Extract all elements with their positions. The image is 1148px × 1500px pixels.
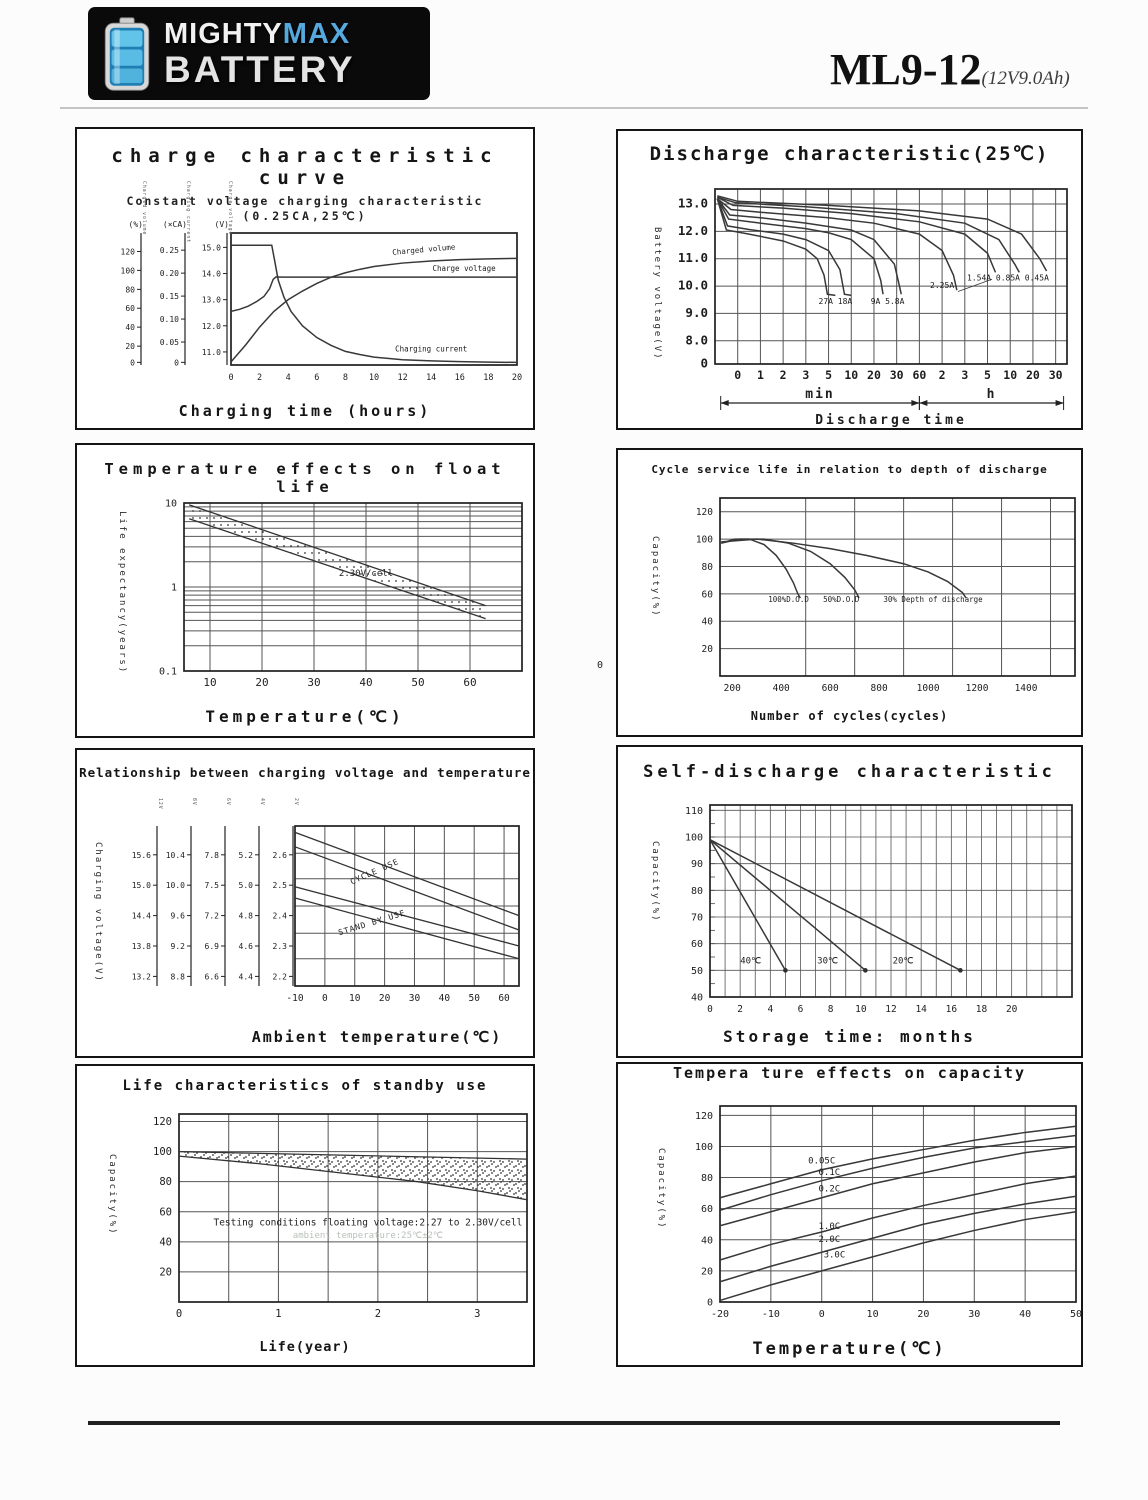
svg-text:11.0: 11.0: [201, 347, 221, 357]
svg-text:15.6: 15.6: [131, 850, 151, 860]
svg-text:20: 20: [255, 676, 269, 689]
stray-zero-label: 0: [597, 660, 604, 671]
svg-text:Charging current: Charging current: [185, 181, 190, 244]
svg-text:0: 0: [734, 368, 742, 382]
svg-text:40: 40: [159, 1236, 172, 1249]
svg-text:3.0C: 3.0C: [823, 1250, 846, 1261]
svg-text:2: 2: [257, 373, 263, 383]
svg-text:9.0: 9.0: [685, 304, 708, 320]
svg-text:0: 0: [700, 355, 708, 371]
charge-characteristic-chart: [79, 169, 531, 397]
svg-text:20: 20: [867, 368, 881, 382]
svg-text:0: 0: [175, 1308, 183, 1320]
svg-text:27A 18A: 27A 18A: [818, 296, 853, 306]
svg-text:40: 40: [125, 323, 135, 333]
svg-text:60: 60: [463, 676, 477, 689]
svg-text:200: 200: [723, 683, 741, 694]
svg-text:9A 5.8A: 9A 5.8A: [870, 296, 905, 306]
svg-text:-10: -10: [286, 993, 304, 1004]
svg-text:60: 60: [125, 304, 135, 314]
header-divider: [60, 107, 1088, 109]
svg-text:4V: 4V: [259, 798, 264, 806]
svg-text:2.4: 2.4: [272, 911, 287, 921]
svg-text:18: 18: [975, 1004, 988, 1015]
svg-text:30% Depth of discharge: 30% Depth of discharge: [883, 595, 983, 605]
chart-title: Life characteristics of standby use: [122, 1078, 488, 1094]
chart-title: Tempera ture effects on capacity: [673, 1064, 1026, 1082]
chart-panel-standby-life: [75, 1064, 535, 1367]
brand-line2: BATTERY: [164, 48, 356, 90]
x-axis-label: Charging time (hours): [178, 402, 432, 420]
svg-text:8: 8: [827, 1004, 834, 1015]
x-axis-label: Temperature(℃): [205, 707, 405, 726]
svg-text:-20: -20: [710, 1309, 730, 1320]
svg-text:8: 8: [342, 373, 348, 383]
model-title: [830, 44, 1070, 95]
svg-text:10: 10: [349, 993, 361, 1004]
svg-text:50: 50: [1069, 1309, 1083, 1320]
svg-text:8.0: 8.0: [685, 332, 708, 348]
svg-text:60: 60: [701, 589, 713, 601]
svg-text:0: 0: [706, 1297, 713, 1309]
chart-title: Cycle service life in relation to depth of discharge: [651, 463, 1048, 476]
svg-text:80: 80: [125, 285, 135, 295]
svg-text:120: 120: [120, 247, 135, 257]
svg-text:50%D.O.D: 50%D.O.D: [823, 595, 860, 605]
svg-text:0.2C: 0.2C: [818, 1184, 841, 1195]
battery-icon: [98, 12, 156, 96]
svg-text:13.0: 13.0: [201, 295, 221, 305]
svg-text:0: 0: [130, 358, 135, 368]
svg-text:4.4: 4.4: [238, 972, 253, 982]
svg-text:10: 10: [1003, 368, 1018, 382]
svg-text:10: 10: [368, 373, 380, 383]
y-axis-label: Capacity(%): [650, 841, 660, 923]
svg-text:20: 20: [125, 342, 135, 352]
svg-text:120: 120: [153, 1116, 172, 1129]
svg-text:3: 3: [802, 368, 810, 382]
svg-text:15.0: 15.0: [131, 881, 151, 891]
svg-text:14: 14: [426, 373, 437, 383]
temperature-capacity-chart: [620, 1090, 1083, 1336]
svg-text:50: 50: [468, 993, 480, 1004]
svg-text:-10: -10: [761, 1309, 780, 1320]
svg-text:20: 20: [378, 993, 391, 1004]
chart-panel-temperature-capacity: [616, 1062, 1083, 1367]
svg-text:60: 60: [700, 1204, 713, 1216]
svg-text:16: 16: [454, 373, 465, 383]
svg-text:CYCLE USE: CYCLE USE: [348, 856, 401, 887]
svg-text:2V: 2V: [293, 798, 298, 806]
chart-panel-discharge-characteristic: [616, 129, 1083, 430]
chart-subtitle-conditions: (0.25CA,25℃): [242, 209, 368, 223]
svg-text:13.2: 13.2: [131, 972, 151, 982]
svg-text:800: 800: [870, 683, 888, 694]
svg-text:2.30V/cell: 2.30V/cell: [338, 569, 394, 580]
svg-text:30: 30: [968, 1309, 981, 1320]
svg-text:0: 0: [174, 358, 179, 368]
svg-text:120: 120: [694, 1110, 713, 1122]
svg-text:10: 10: [844, 368, 859, 382]
svg-text:600: 600: [821, 683, 839, 694]
svg-text:13.0: 13.0: [677, 195, 708, 211]
svg-text:7.8: 7.8: [204, 850, 219, 860]
chart-title: Relationship between charging voltage and temperature: [79, 765, 531, 780]
self-discharge-chart: [620, 795, 1083, 1025]
svg-text:90: 90: [690, 859, 703, 871]
svg-text:7.5: 7.5: [204, 881, 219, 891]
chart-title: Temperature effects on float life: [104, 460, 506, 496]
svg-text:20: 20: [159, 1266, 172, 1279]
svg-text:20: 20: [1026, 368, 1040, 382]
svg-text:8V: 8V: [191, 798, 196, 806]
svg-text:5: 5: [825, 368, 833, 382]
svg-text:12V: 12V: [157, 798, 162, 810]
svg-text:18: 18: [483, 373, 494, 383]
x-axis-label: Storage time: months: [723, 1027, 976, 1046]
svg-text:50: 50: [411, 676, 425, 689]
svg-text:0.05: 0.05: [159, 338, 179, 348]
svg-text:20: 20: [700, 1266, 713, 1278]
svg-text:11.0: 11.0: [677, 250, 708, 266]
brand-mighty: MIGHTY: [164, 17, 283, 50]
svg-text:Discharge time: Discharge time: [815, 413, 967, 427]
svg-text:12.0: 12.0: [201, 321, 221, 331]
svg-text:20: 20: [511, 373, 523, 383]
svg-text:Charging current: Charging current: [395, 344, 468, 354]
svg-text:10: 10: [203, 676, 217, 689]
svg-text:10: 10: [164, 498, 177, 510]
y-axis-label: Charging voltage(V): [93, 842, 103, 983]
svg-text:30℃: 30℃: [817, 956, 839, 967]
svg-text:4: 4: [285, 373, 291, 383]
svg-text:100: 100: [695, 534, 713, 546]
svg-text:0: 0: [707, 1004, 713, 1015]
svg-text:5: 5: [984, 368, 991, 382]
y-axis-label: Life expectancy(years): [117, 511, 127, 675]
svg-text:Charged volume: Charged volume: [391, 242, 456, 257]
svg-text:ambient temperature:25℃±2℃: ambient temperature:25℃±2℃: [292, 1231, 444, 1242]
chart-subtitle: Constant voltage charging characteristic: [126, 194, 484, 208]
svg-text:20: 20: [701, 644, 713, 656]
svg-text:h: h: [986, 387, 997, 402]
svg-text:2.0C: 2.0C: [818, 1235, 841, 1246]
svg-text:10: 10: [866, 1309, 879, 1320]
svg-text:1: 1: [756, 368, 764, 382]
brand-logo: [88, 7, 430, 100]
svg-text:20: 20: [1005, 1004, 1018, 1015]
y-axis-label: Capacity(%): [650, 536, 660, 618]
svg-text:1.54A 0.85A 0.45A: 1.54A 0.85A 0.45A: [967, 273, 1049, 283]
footer-divider: [88, 1421, 1060, 1425]
cycle-service-life-chart: [620, 488, 1083, 703]
svg-text:1: 1: [275, 1308, 282, 1320]
svg-text:2: 2: [779, 368, 787, 382]
svg-text:6.6: 6.6: [204, 972, 219, 982]
float-life-chart: [79, 495, 535, 700]
svg-text:16: 16: [945, 1004, 958, 1015]
svg-text:2.5: 2.5: [272, 881, 287, 891]
svg-text:0.1C: 0.1C: [818, 1168, 841, 1179]
svg-text:100%D.O.D: 100%D.O.D: [768, 595, 809, 605]
svg-text:1400: 1400: [1014, 683, 1038, 694]
svg-text:12: 12: [397, 373, 408, 383]
svg-text:10.0: 10.0: [165, 881, 185, 891]
svg-text:0.20: 0.20: [159, 269, 179, 279]
svg-text:15.0: 15.0: [201, 243, 221, 253]
svg-text:2: 2: [374, 1308, 382, 1320]
svg-text:0: 0: [321, 993, 328, 1004]
svg-text:Charge voltage: Charge voltage: [227, 181, 232, 236]
svg-text:(%): (%): [128, 220, 143, 229]
svg-text:1: 1: [170, 582, 177, 594]
svg-text:(×CA): (×CA): [162, 220, 187, 229]
svg-text:Testing conditions floating vo: Testing conditions floating voltage:2.27 to 2.30V/cell: [213, 1217, 523, 1229]
svg-text:2.6: 2.6: [272, 850, 287, 860]
model-number: ML9-12: [830, 45, 982, 94]
svg-text:70: 70: [690, 912, 703, 924]
chart-panel-charge-characteristic: [75, 127, 535, 430]
svg-text:14.4: 14.4: [131, 911, 151, 921]
svg-text:100: 100: [694, 1141, 713, 1153]
svg-text:3: 3: [961, 368, 969, 382]
svg-text:60: 60: [498, 993, 510, 1004]
x-axis-label: Temperature(℃): [752, 1339, 947, 1359]
svg-text:6V: 6V: [225, 798, 230, 806]
chart-title: charge characteristic curve: [111, 145, 499, 189]
x-axis-label: Life(year): [259, 1339, 351, 1355]
svg-text:50: 50: [690, 965, 703, 977]
svg-text:60: 60: [690, 939, 703, 951]
svg-text:STAND BY USE: STAND BY USE: [337, 908, 407, 938]
svg-text:1200: 1200: [965, 683, 989, 694]
svg-text:2: 2: [938, 368, 946, 382]
brand-text: [164, 17, 356, 90]
svg-text:40: 40: [359, 676, 373, 689]
svg-text:100: 100: [153, 1146, 172, 1159]
svg-text:30: 30: [307, 676, 321, 689]
svg-text:5.0: 5.0: [238, 881, 253, 891]
brand-line1: [164, 17, 356, 50]
svg-text:2.3: 2.3: [272, 942, 287, 951]
svg-text:6: 6: [314, 373, 320, 383]
svg-text:Charge voltage: Charge voltage: [432, 263, 496, 273]
svg-text:40: 40: [690, 992, 703, 1004]
y-axis-label: Capacity(%): [656, 1148, 666, 1230]
svg-text:40: 40: [700, 1235, 713, 1247]
svg-text:20℃: 20℃: [892, 956, 914, 967]
svg-text:8.8: 8.8: [170, 972, 185, 982]
svg-text:30: 30: [1048, 368, 1063, 382]
svg-text:0.25: 0.25: [159, 246, 179, 256]
svg-text:0: 0: [228, 373, 234, 383]
standby-life-chart: [79, 1106, 535, 1334]
svg-text:12: 12: [885, 1004, 897, 1015]
svg-text:0.05C: 0.05C: [808, 1156, 836, 1167]
svg-text:0.1: 0.1: [158, 666, 177, 678]
svg-text:80: 80: [700, 1173, 713, 1185]
svg-text:60: 60: [159, 1206, 172, 1219]
brand-max: MAX: [282, 17, 351, 50]
svg-text:1.0C: 1.0C: [818, 1221, 841, 1232]
chart-panel-float-life: [75, 443, 535, 738]
svg-text:2: 2: [737, 1004, 744, 1015]
svg-text:0: 0: [818, 1309, 825, 1320]
svg-text:0.15: 0.15: [159, 292, 179, 302]
svg-text:40: 40: [701, 616, 713, 628]
svg-text:min: min: [805, 387, 835, 402]
svg-text:4.8: 4.8: [238, 911, 253, 921]
svg-text:9.6: 9.6: [170, 911, 185, 921]
svg-text:30: 30: [889, 368, 904, 382]
svg-text:13.8: 13.8: [131, 942, 151, 951]
svg-text:10.0: 10.0: [677, 277, 708, 293]
svg-text:20: 20: [917, 1309, 930, 1320]
svg-text:7.2: 7.2: [204, 911, 219, 921]
svg-text:0.10: 0.10: [159, 315, 179, 325]
model-spec: (12V9.0Ah): [981, 68, 1070, 89]
svg-text:2.25A: 2.25A: [930, 280, 955, 290]
svg-text:10: 10: [855, 1004, 867, 1015]
chart-panel-self-discharge: [616, 745, 1083, 1058]
y-axis-label: Capacity(%): [107, 1154, 117, 1236]
svg-text:40: 40: [438, 993, 451, 1004]
svg-text:80: 80: [690, 885, 703, 897]
svg-text:30: 30: [408, 993, 421, 1004]
svg-text:Charged volume: Charged volume: [141, 181, 146, 236]
y-axis-label: Battery voltage(V): [652, 227, 662, 361]
svg-text:4.6: 4.6: [238, 942, 253, 951]
chart-title: Discharge characteristic(25℃): [649, 143, 1050, 165]
svg-text:80: 80: [701, 561, 713, 573]
svg-text:100: 100: [120, 266, 135, 276]
svg-text:14: 14: [915, 1004, 927, 1015]
svg-text:9.2: 9.2: [170, 942, 185, 951]
svg-text:6.9: 6.9: [204, 942, 219, 951]
x-axis-label: Ambient temperature(℃): [251, 1028, 503, 1046]
svg-text:100: 100: [684, 832, 703, 844]
svg-text:80: 80: [159, 1176, 172, 1189]
svg-text:400: 400: [772, 683, 790, 694]
svg-text:12.0: 12.0: [677, 222, 708, 238]
charging-voltage-temperature-chart: [79, 792, 535, 1022]
svg-text:5.2: 5.2: [238, 850, 253, 860]
discharge-characteristic-chart: [620, 177, 1083, 427]
svg-text:60: 60: [912, 368, 927, 382]
svg-text:3: 3: [474, 1308, 481, 1320]
svg-text:6: 6: [797, 1004, 804, 1015]
svg-text:40℃: 40℃: [740, 956, 762, 967]
chart-panel-charging-voltage-temperature: [75, 748, 535, 1058]
svg-text:2.2: 2.2: [272, 972, 287, 982]
chart-title: Self-discharge characteristic: [643, 762, 1056, 782]
svg-text:4: 4: [767, 1004, 774, 1015]
svg-text:1000: 1000: [916, 683, 940, 694]
x-axis-label: Number of cycles(cycles): [750, 709, 949, 723]
svg-text:10.4: 10.4: [165, 850, 185, 860]
svg-text:110: 110: [684, 805, 703, 817]
svg-text:40: 40: [1019, 1309, 1032, 1320]
chart-panel-cycle-service-life: [616, 448, 1083, 737]
svg-text:120: 120: [695, 507, 713, 519]
svg-text:(V): (V): [214, 220, 229, 229]
svg-text:14.0: 14.0: [201, 269, 221, 279]
